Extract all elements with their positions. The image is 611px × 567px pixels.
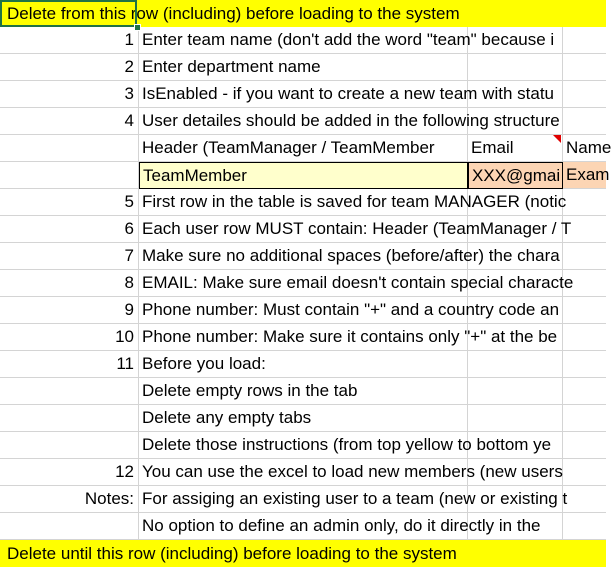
cell[interactable] — [563, 405, 606, 432]
structure-header-row[interactable] — [0, 135, 611, 162]
row-number-cell[interactable]: 5 — [0, 189, 139, 216]
cell[interactable] — [0, 162, 139, 189]
cell[interactable] — [563, 81, 606, 108]
row-number-cell[interactable]: 11 — [0, 351, 139, 378]
instruction-text: IsEnabled - if you want to create a new team with statu — [142, 84, 554, 103]
sub-item-text: Delete empty rows in the tab — [142, 381, 358, 400]
bottom-banner-row[interactable] — [0, 540, 606, 567]
cell[interactable] — [563, 243, 606, 270]
table-row[interactable] — [0, 297, 606, 324]
table-row[interactable] — [0, 270, 606, 297]
cell[interactable] — [563, 486, 606, 513]
comment-indicator-icon[interactable] — [553, 135, 561, 143]
table-row[interactable] — [0, 378, 606, 405]
row-number-cell[interactable]: 7 — [0, 243, 139, 270]
row-number-cell[interactable]: 12 — [0, 459, 139, 486]
table-row[interactable] — [0, 108, 606, 135]
instruction-text: Each user row MUST contain: Header (TeamManager / T — [142, 219, 572, 238]
header-cell-type[interactable]: Header (TeamManager / TeamMember — [139, 135, 468, 162]
row-number-cell[interactable]: 1 — [0, 27, 139, 54]
notes-text: No option to define an admin only, do it directly in the — [142, 516, 541, 535]
cell[interactable] — [563, 540, 606, 567]
row-number-cell[interactable]: 2 — [0, 54, 139, 81]
table-row[interactable] — [0, 351, 606, 378]
row-number-cell[interactable]: 6 — [0, 216, 139, 243]
fill-handle[interactable] — [134, 24, 141, 31]
table-row[interactable] — [0, 432, 606, 459]
instruction-text: Enter department name — [142, 57, 321, 76]
cell[interactable] — [0, 513, 139, 540]
cell[interactable] — [563, 513, 606, 540]
cell[interactable] — [563, 108, 606, 135]
notes-label-cell[interactable]: Notes: — [0, 486, 139, 513]
example-cell-type[interactable]: TeamMember — [139, 162, 468, 189]
instruction-text: Make sure no additional spaces (before/after) the chara — [142, 246, 560, 265]
cell[interactable] — [468, 351, 563, 378]
cell[interactable] — [563, 54, 606, 81]
cell[interactable] — [0, 432, 139, 459]
table-row[interactable] — [0, 54, 606, 81]
cell[interactable] — [563, 297, 606, 324]
table-row[interactable] — [0, 216, 606, 243]
table-row[interactable] — [0, 81, 606, 108]
instruction-text: Phone number: Make sure it contains only "+" at the be — [142, 327, 558, 346]
sub-item-text: Delete any empty tabs — [142, 408, 312, 427]
instruction-text: First row in the table is saved for team MANAGER (notic — [142, 192, 567, 211]
example-cell-name[interactable]: Exam — [563, 162, 606, 189]
instruction-text: Before you load: — [142, 354, 266, 373]
instruction-text: You can use the excel to load new members (new users — [142, 462, 563, 481]
cell[interactable] — [0, 378, 139, 405]
example-cell-email[interactable]: XXX@gmai — [468, 162, 563, 189]
cell[interactable] — [468, 540, 563, 567]
cell[interactable] — [468, 54, 563, 81]
table-row[interactable] — [0, 324, 606, 351]
table-row[interactable] — [0, 459, 606, 486]
instruction-text: User detailes should be added in the following structure — [142, 111, 560, 130]
active-cell-selection[interactable] — [0, 0, 137, 27]
cell[interactable] — [563, 378, 606, 405]
table-row[interactable] — [0, 189, 606, 216]
notes-text: For assiging an existing user to a team (new or existing t — [142, 489, 568, 508]
header-cell-email[interactable]: Email — [468, 135, 563, 162]
cell[interactable] — [563, 351, 606, 378]
row-number-cell[interactable]: 10 — [0, 324, 139, 351]
cell[interactable] — [0, 405, 139, 432]
row-number-cell[interactable]: 3 — [0, 81, 139, 108]
table-row[interactable] — [0, 27, 606, 54]
sub-item-text: Delete those instructions (from top yellow to bottom ye — [142, 435, 552, 454]
cell[interactable] — [0, 135, 139, 162]
row-number-cell[interactable]: 8 — [0, 270, 139, 297]
structure-example-row[interactable] — [0, 162, 610, 189]
instruction-text: Enter team name (don't add the word "team" because i — [142, 30, 555, 49]
cell[interactable] — [563, 27, 606, 54]
notes-row[interactable] — [0, 513, 606, 540]
bottom-banner-text: Delete until this row (including) before loading to the system — [7, 544, 457, 563]
instruction-text: Phone number: Must contain "+" and a country code an — [142, 300, 560, 319]
cell[interactable] — [468, 0, 563, 27]
cell[interactable] — [563, 324, 606, 351]
cell[interactable] — [468, 405, 563, 432]
row-number-cell[interactable]: 9 — [0, 297, 139, 324]
header-cell-name[interactable]: Name — [563, 135, 606, 162]
table-row[interactable] — [0, 405, 606, 432]
cell[interactable] — [563, 432, 606, 459]
cell[interactable] — [468, 378, 563, 405]
top-banner-text: Delete from this row (including) before loading to the system — [7, 4, 460, 23]
row-number-cell[interactable]: 4 — [0, 108, 139, 135]
cell[interactable] — [563, 0, 606, 27]
cell[interactable] — [563, 189, 606, 216]
table-row[interactable] — [0, 243, 606, 270]
notes-row[interactable] — [0, 486, 606, 513]
cell[interactable] — [563, 459, 606, 486]
instruction-text: EMAIL: Make sure email doesn't contain special characte — [142, 273, 574, 292]
